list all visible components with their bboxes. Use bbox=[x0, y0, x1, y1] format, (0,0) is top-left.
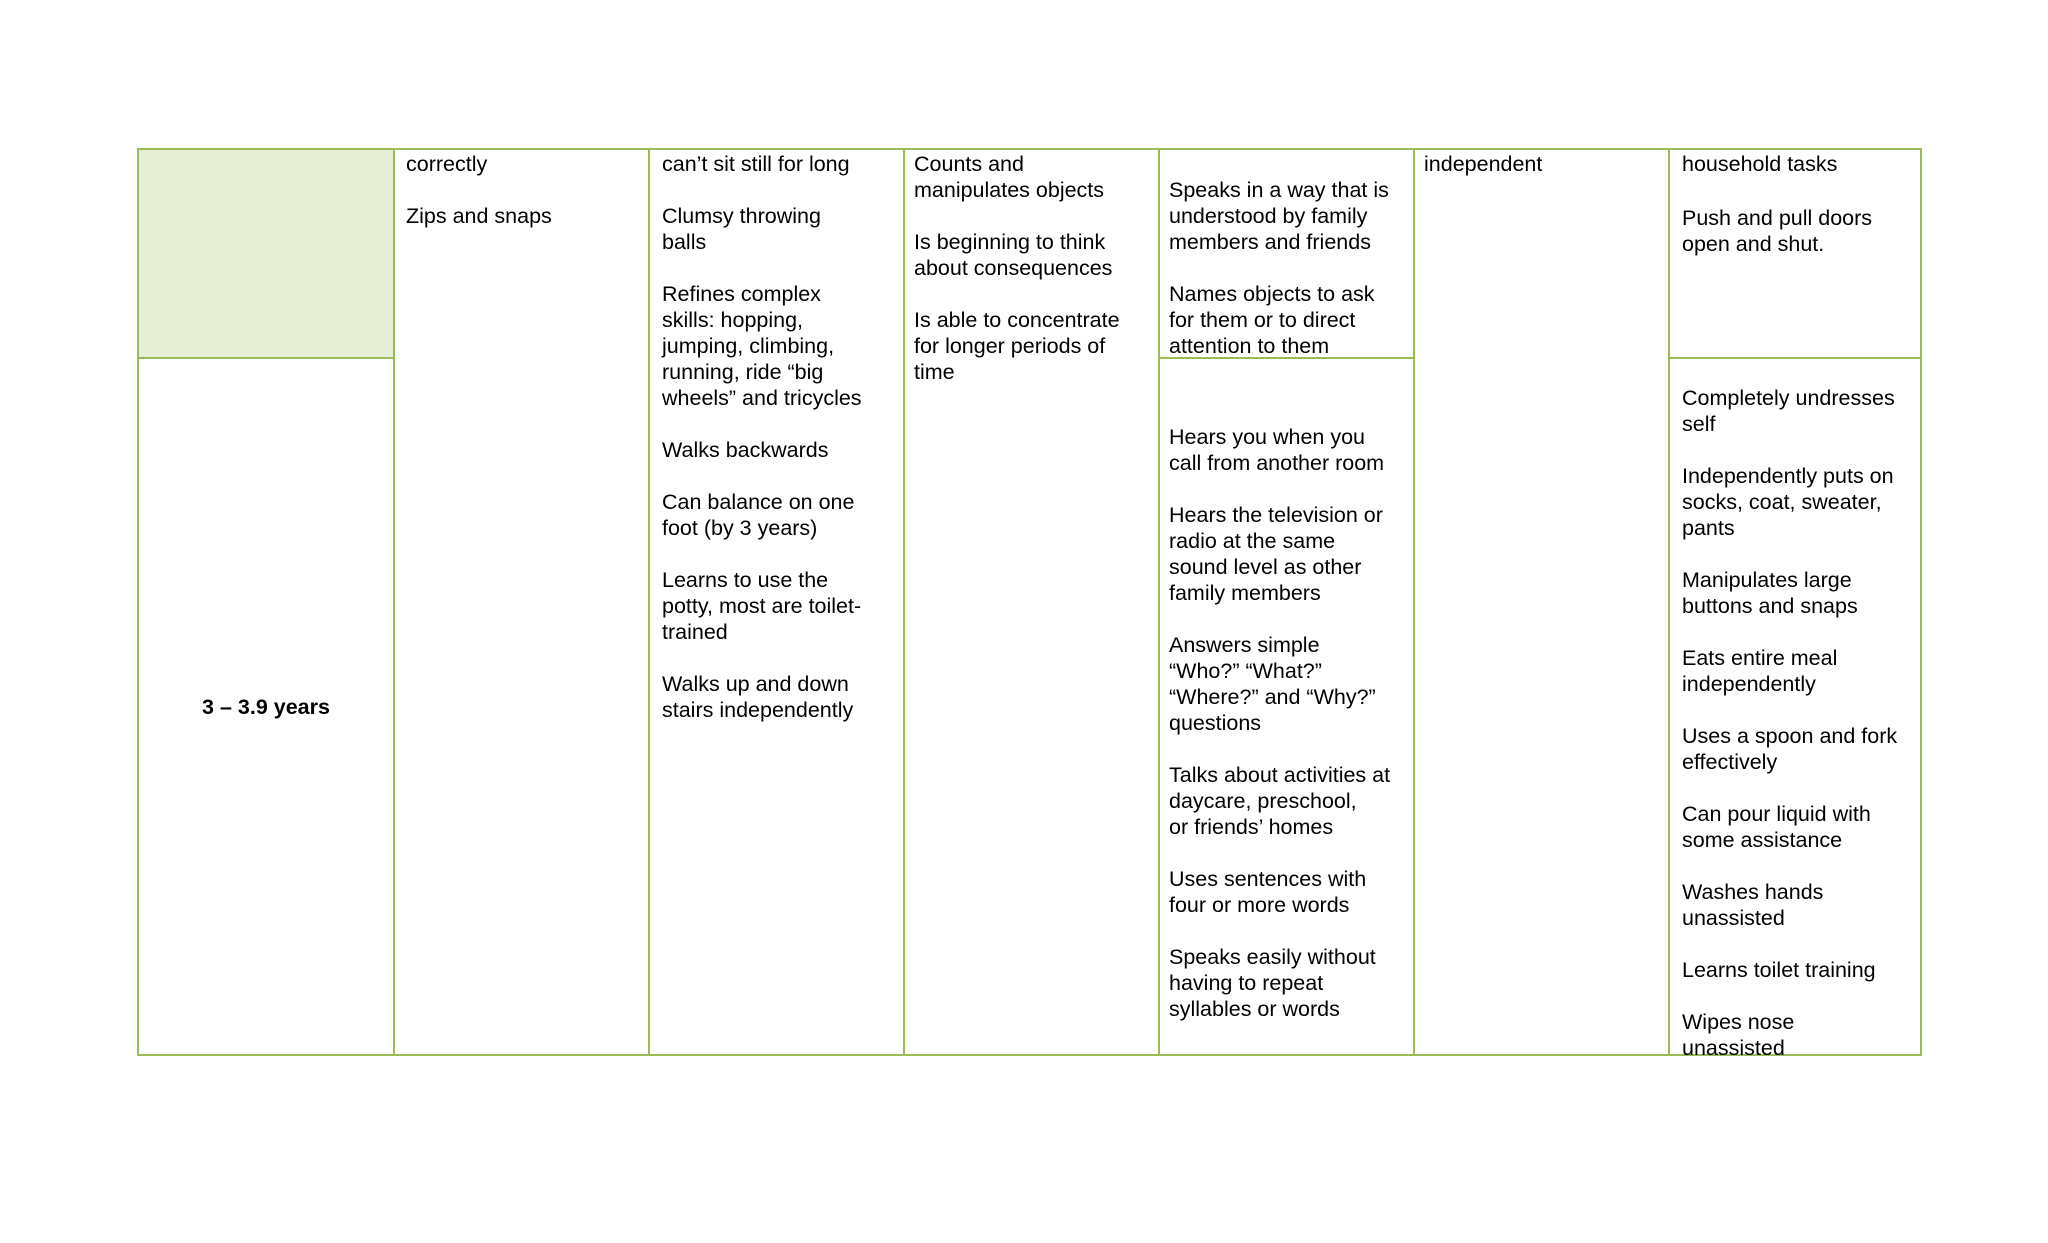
age-header-cell bbox=[139, 150, 393, 357]
age-label: 3 – 3.9 years bbox=[202, 695, 330, 719]
list-item: Walks up and down stairs independently bbox=[662, 672, 854, 722]
list-item: can’t sit still for long bbox=[662, 152, 850, 176]
social-cell bbox=[1424, 151, 1664, 177]
motor-fine-cell bbox=[406, 151, 642, 229]
list-item: Is able to concentrate for longer periods of time bbox=[914, 308, 1120, 384]
list-item: correctly bbox=[406, 152, 488, 176]
list-item: Walks backwards bbox=[662, 438, 829, 462]
list-item: Learns toilet training bbox=[1682, 958, 1876, 982]
language-cell-top bbox=[1169, 177, 1411, 359]
list-item: Eats entire meal independently bbox=[1682, 646, 1838, 696]
list-item: Names objects to ask for them or to direct attention to them bbox=[1169, 282, 1375, 358]
list-item: Uses a spoon and fork effectively bbox=[1682, 724, 1898, 774]
motor-gross-cell bbox=[662, 151, 898, 723]
list-item: Washes hands unassisted bbox=[1682, 880, 1824, 930]
development-table bbox=[137, 148, 1922, 1060]
list-item: Learns to use the potty, most are toilet- trained bbox=[662, 568, 862, 644]
list-item: Refines complex skills: hopping, jumping, climbing, running, ride “big wheels” and tricycles bbox=[662, 282, 862, 410]
list-item: Hears you when you call from another room bbox=[1169, 425, 1385, 475]
list-item: Is beginning to think about consequences bbox=[914, 230, 1113, 280]
list-item: Answers simple “Who?” “What?” “Where?” and “Why?” questions bbox=[1169, 633, 1376, 735]
list-item: independent bbox=[1424, 152, 1543, 176]
list-item: Uses sentences with four or more words bbox=[1169, 867, 1367, 917]
list-item: household tasks bbox=[1682, 152, 1838, 176]
list-item: Push and pull doors open and shut. bbox=[1682, 206, 1873, 256]
self-help-cell-top bbox=[1682, 151, 1920, 257]
list-item: Wipes nose unassisted bbox=[1682, 1010, 1795, 1060]
list-item: Talks about activities at daycare, preschool, or friends’ homes bbox=[1169, 763, 1391, 839]
list-item: Zips and snaps bbox=[406, 204, 552, 228]
list-item: Hears the television or radio at the same sound level as other family members bbox=[1169, 503, 1383, 605]
language-cell-bottom bbox=[1169, 424, 1411, 1022]
list-item: Completely undresses self bbox=[1682, 386, 1895, 436]
list-item: Clumsy throwing balls bbox=[662, 204, 821, 254]
list-item: Speaks easily without having to repeat syllables or words bbox=[1169, 945, 1376, 1021]
list-item: Can balance on one foot (by 3 years) bbox=[662, 490, 855, 540]
list-item: Counts and manipulates objects bbox=[914, 152, 1105, 202]
list-item: Manipulates large buttons and snaps bbox=[1682, 568, 1858, 618]
self-help-cell-bottom bbox=[1682, 385, 1920, 1061]
list-item: Speaks in a way that is understood by family members and friends bbox=[1169, 178, 1389, 254]
list-item: Can pour liquid with some assistance bbox=[1682, 802, 1871, 852]
list-item: Independently puts on socks, coat, sweater, pants bbox=[1682, 464, 1894, 540]
cognitive-cell bbox=[914, 151, 1154, 385]
